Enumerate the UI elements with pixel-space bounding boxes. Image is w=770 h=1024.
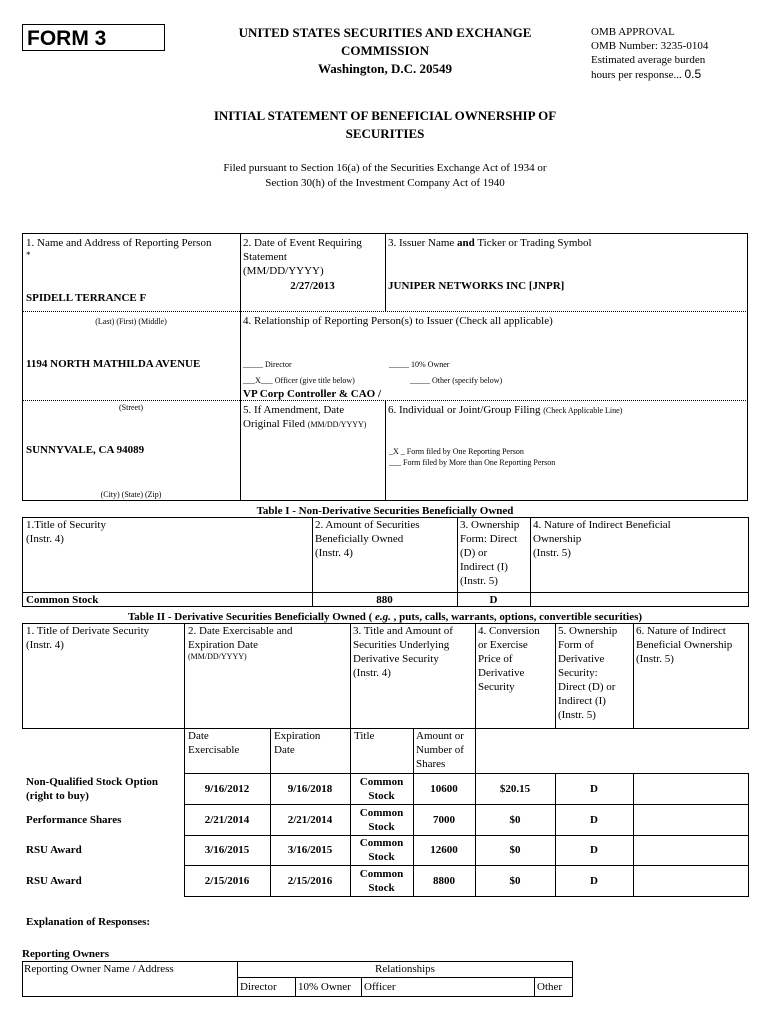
reporting-person-name: SPIDELL TERRANCE F — [26, 292, 147, 304]
divider — [385, 400, 386, 501]
expiration-date: 9/16/2018 — [287, 782, 333, 795]
officer-title: VP Corp Controller & CAO / — [243, 388, 381, 400]
underlying-shares: 10600 — [430, 782, 458, 795]
table1-row-security: Common Stock — [26, 594, 99, 606]
reporting-owners-title: Reporting Owners — [22, 948, 110, 960]
reporting-street: 1194 NORTH MATHILDA AVENUE — [26, 358, 201, 370]
sub-header-expiration-date: Expiration Date — [274, 730, 321, 756]
ownership-form: D — [590, 813, 598, 826]
divider — [240, 233, 241, 501]
expiration-date: 3/16/2015 — [287, 844, 333, 856]
expiration-date: 2/15/2016 — [287, 874, 333, 887]
ownership-form: D — [590, 844, 598, 856]
omb-line-2: OMB Number: 3235-0104 — [591, 40, 709, 52]
filed-pursuant — [150, 161, 620, 190]
underlying-title: Common Stock — [359, 837, 404, 863]
omb-line-3: Estimated average burden — [591, 54, 706, 66]
reporting-city: SUNNYVALE, CA 94089 — [26, 444, 145, 456]
table2-col5-header: 5. Ownership Form of Derivative Security: Direct (D) or Indirect (I) (Instr. 5) — [558, 625, 618, 721]
table2-col6-header: 6. Nature of Indirect Beneficial Ownership (Instr. 5) — [636, 625, 733, 665]
table2-col2-header: 2. Date Exercisable and Expiration Date (MM/DD/YYYY) — [188, 625, 293, 661]
table2-title: Table II - Derivative Securities Beneficially Owned ( e.g. , puts, calls, warrants, options, convertible securities) — [127, 611, 643, 623]
sub-header-title: Title — [354, 730, 375, 742]
table1-col4-header: 4. Nature of Indirect Beneficial Ownership (Instr. 5) — [533, 519, 671, 559]
table1-row-amount: 880 — [376, 594, 393, 606]
divider — [555, 623, 556, 728]
underlying-shares: 12600 — [430, 844, 458, 856]
ten-percent-owner-header: 10% Owner — [298, 981, 351, 993]
conversion-price: $0 — [509, 813, 521, 826]
omb-hours-label: hours per response... — [591, 69, 685, 81]
filed-line-2: Section 30(h) of the Investment Company Act of 1940 — [265, 177, 505, 189]
statement-title-line-2: SECURITIES — [345, 126, 425, 141]
divider — [22, 400, 748, 401]
underlying-title: Common Stock — [359, 806, 404, 833]
statement-title-line-1: INITIAL STATEMENT OF BENEFICIAL OWNERSHIP OF — [213, 108, 557, 123]
omb-line-4 — [591, 67, 761, 82]
filed-line-1: Filed pursuant to Section 16(a) of the Securities Exchange Act of 1934 or — [223, 162, 547, 174]
table1-left-border — [22, 517, 23, 607]
sub-header-date-exercisable: Date Exercisable — [188, 730, 240, 756]
date-exercisable: 2/15/2016 — [204, 874, 250, 887]
derivative-security-title: Performance Shares — [26, 813, 122, 826]
issuer-name: JUNIPER NETWORKS INC [JNPR] — [388, 280, 565, 292]
divider — [295, 977, 296, 997]
derivative-security-title: RSU Award — [26, 874, 82, 887]
table2-right-border — [748, 623, 749, 728]
ownership-form: D — [590, 874, 598, 887]
date-exercisable: 9/16/2012 — [204, 782, 250, 795]
director-header: Director — [240, 981, 277, 993]
divider — [22, 728, 749, 729]
omb-hours-value: 0.5 — [684, 67, 702, 81]
agency-line-1: UNITED STATES SECURITIES AND EXCHANGE — [238, 25, 532, 40]
table2-col4-header: 4. Conversion or Exercise Price of Derivative Security — [478, 625, 540, 693]
officer-header: Officer — [364, 981, 396, 993]
owner-name-header: Reporting Owner Name / Address — [24, 963, 174, 975]
table1-right-border — [748, 517, 749, 607]
statement-title — [150, 108, 620, 142]
table1-title: Table I - Non-Derivative Securities Beneficially Owned — [256, 505, 514, 517]
underlying-shares: 7000 — [433, 813, 455, 826]
ten-percent-owner-option[interactable]: _____ 10% Owner — [389, 360, 450, 369]
divider — [361, 977, 362, 997]
underlying-shares: 8800 — [433, 874, 455, 887]
table2-left-border — [22, 623, 23, 728]
filing-one-person-option[interactable]: _X _ Form filed by One Reporting Person — [389, 447, 524, 456]
box6-label: 6. Individual or Joint/Group Filing (Check Applicable Line) — [388, 404, 623, 416]
table1-row-form: D — [489, 594, 498, 606]
other-option[interactable]: _____ Other (specify below) — [410, 376, 503, 385]
expiration-date: 2/21/2014 — [287, 813, 333, 826]
derivative-security-title: Non-Qualified Stock Option (right to buy) — [26, 775, 159, 802]
divider — [534, 977, 535, 997]
divider — [237, 977, 573, 978]
omb-line-1: OMB APPROVAL — [591, 26, 675, 38]
divider — [530, 517, 531, 607]
conversion-price: $20.15 — [499, 782, 531, 795]
table1-col1-header: 1.Title of Security (Instr. 4) — [26, 519, 106, 545]
sub-header-amount: Amount or Number of Shares — [416, 730, 464, 770]
underlying-title: Common Stock — [359, 867, 404, 894]
box5-label: 5. If Amendment, Date Original Filed (MM/DD/YYYY) — [243, 404, 367, 430]
director-option[interactable]: _____ Director — [243, 360, 292, 369]
box1-label: 1. Name and Address of Reporting Person — [26, 237, 212, 249]
agency-name — [200, 25, 570, 77]
divider — [184, 623, 185, 728]
officer-option[interactable]: ___X___ Officer (give title below) — [243, 376, 355, 385]
agency-line-3: Washington, D.C. 20549 — [318, 61, 452, 76]
form-title: FORM 3 — [27, 27, 107, 50]
table1-col2-header: 2. Amount of Securities Beneficially Owned (Instr. 4) — [315, 519, 420, 559]
table2-col3-header: 3. Title and Amount of Securities Underlying Derivative Security (Instr. 4) — [353, 625, 453, 679]
conversion-price: $0 — [509, 844, 521, 856]
table1-col3-header: 3. Ownership Form: Direct (D) or Indirect (I) (Instr. 5) — [460, 519, 520, 587]
date-exercisable: 2/21/2014 — [204, 813, 250, 826]
name-caption: (Last) (First) (Middle) — [95, 317, 167, 326]
box4-label: 4. Relationship of Reporting Person(s) to Issuer (Check all applicable) — [243, 315, 553, 327]
agency-line-2: COMMISSION — [340, 43, 430, 58]
divider — [350, 623, 351, 728]
box2-label: 2. Date of Event Requiring Statement (MM/DD/YYYY) — [243, 237, 362, 277]
box1-asterisk: * — [26, 250, 31, 260]
derivative-security-title: RSU Award — [26, 844, 82, 856]
street-caption: (Street) — [119, 403, 143, 412]
divider — [475, 623, 476, 728]
event-date: 2/27/2013 — [290, 280, 335, 292]
date-exercisable: 3/16/2015 — [204, 844, 250, 856]
divider — [633, 623, 634, 728]
divider — [385, 233, 386, 311]
other-header: Other — [537, 981, 563, 993]
filing-multiple-persons-option[interactable]: ___ Form filed by More than One Reporting Person — [389, 458, 556, 467]
divider — [184, 896, 749, 897]
relationships-header: Relationships — [375, 963, 435, 975]
conversion-price: $0 — [509, 874, 521, 887]
omb-approval — [591, 25, 761, 82]
underlying-title: Common Stock — [359, 775, 404, 802]
ownership-form: D — [590, 782, 598, 795]
explanation-of-responses: Explanation of Responses: — [26, 916, 151, 928]
table2-col1-header: 1. Title of Derivate Security (Instr. 4) — [26, 625, 150, 651]
divider — [22, 311, 748, 312]
city-caption: (City) (State) (Zip) — [100, 490, 162, 499]
box3-label: 3. Issuer Name and Ticker or Trading Symbol — [388, 237, 592, 249]
